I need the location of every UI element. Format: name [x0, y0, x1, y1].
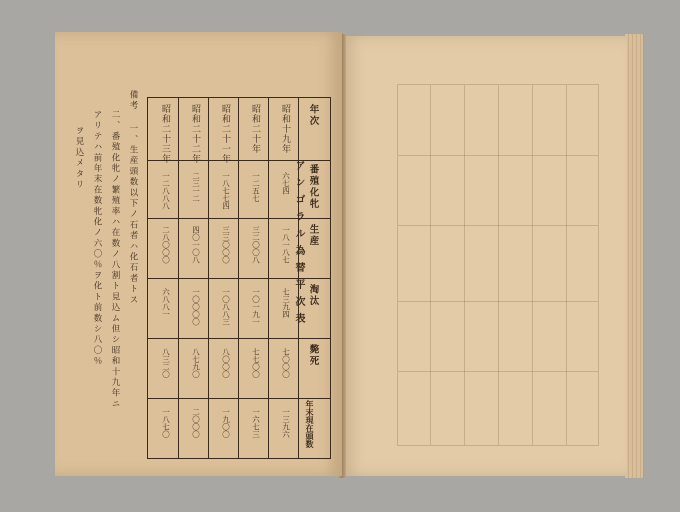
table-cell: 三二〇〇八: [251, 226, 261, 264]
page-edges: [625, 34, 644, 478]
table-cell: 一〇八八三: [221, 288, 231, 326]
table-cell: 七三九四: [281, 288, 291, 318]
table-cell: 一二五七: [251, 172, 261, 202]
year-1947: 昭和二十二年: [190, 104, 200, 164]
table-cell: 二八〇〇〇: [161, 226, 171, 264]
table-cell: 八三二〇: [161, 348, 171, 378]
table-cell: 六八八一: [161, 288, 171, 318]
year-1948: 昭和二十三年: [160, 104, 170, 164]
table-cell: 一八七七四: [221, 172, 231, 210]
note-line-2: 二、番殖化牝ノ繁殖率ハ在数ノ八割ト見込ム但シ昭和十九年ニ: [110, 110, 120, 410]
note-line-4: ヲ見込メタリ: [74, 126, 84, 191]
table-cell: 二三一二: [191, 172, 201, 202]
right-page: [342, 36, 627, 476]
note-line-3: アリテハ前年末在数牝化ノ六〇％ヲ化ト前数シ八〇％: [92, 110, 102, 367]
data-table: [147, 97, 331, 459]
table-cell: 一二八八八: [161, 172, 171, 210]
table-cell: 四〇一〇八: [191, 226, 201, 264]
header-banshoku: 番殖化牝: [307, 164, 319, 210]
table-cell: 七〇〇〇: [281, 348, 291, 378]
year-1946: 昭和二十一年: [220, 104, 230, 164]
header-seisan: 生産: [307, 224, 319, 247]
table-cell: 三三〇〇〇: [221, 226, 231, 264]
table-cell: 一三九六: [281, 408, 291, 438]
open-book: [55, 30, 645, 478]
table-cell: 六七四: [281, 172, 291, 195]
year-1944: 昭和十九年: [280, 104, 290, 154]
table-cell: 一九〇〇: [221, 408, 231, 438]
table-cell: 二〇〇〇: [191, 408, 201, 438]
header-nenmatsu: 年末現在頭数: [305, 400, 315, 448]
year-1945: 昭和二十年: [250, 104, 260, 154]
table-cell: 一六七三: [251, 408, 261, 438]
left-page: [55, 32, 342, 476]
bleed-through-table: [397, 84, 599, 446]
table-cell: 一八七〇: [161, 408, 171, 438]
header-touta: 淘汰: [307, 284, 319, 307]
table-cell: 八〇〇〇: [221, 348, 231, 378]
table-cell: 八七九〇: [191, 348, 201, 378]
header-shibou: 斃死: [307, 344, 319, 367]
header-nenji: 年次: [307, 104, 319, 127]
table-cell: 七七〇〇: [251, 348, 261, 378]
table-cell: 一〇一九一: [251, 288, 261, 326]
table-cell: 一〇〇〇〇: [191, 288, 201, 326]
table-cell: 一八一八七: [281, 226, 291, 264]
table-title: アンゴラル為替平次表: [293, 160, 304, 330]
note-line-1: 備考 一、生産頭数以下ノ石者ハ化石者トス: [128, 90, 138, 306]
